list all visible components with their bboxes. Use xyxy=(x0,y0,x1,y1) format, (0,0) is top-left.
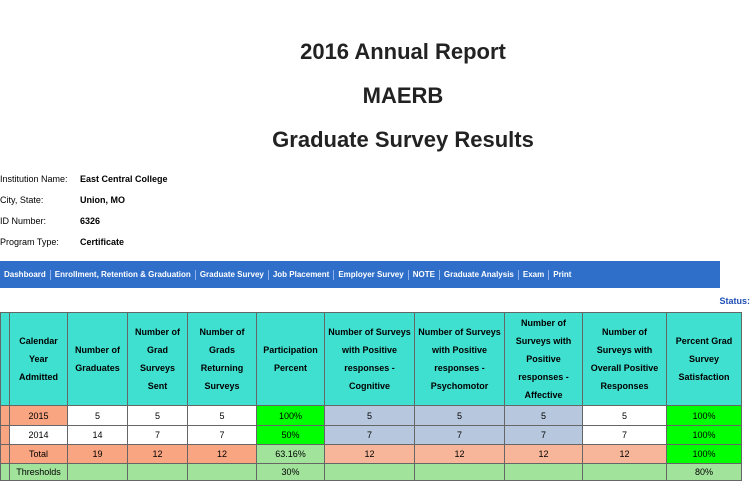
cell-cognitive: 5 xyxy=(325,406,415,426)
cell-psychomotor: 7 xyxy=(415,426,505,445)
cell-cognitive: 7 xyxy=(325,426,415,445)
graduate-survey-table xyxy=(0,312,742,481)
cell-satisfaction: 100% xyxy=(667,426,742,445)
header-positive-cognitive: Number of Surveys with Positive responses - Cognitive xyxy=(325,313,415,406)
cell-returning: 12 xyxy=(188,445,257,464)
cell-overall: 5 xyxy=(583,406,667,426)
cell-affective: 7 xyxy=(505,426,583,445)
header-grad-surveys-sent: Number of Grad Surveys Sent xyxy=(128,313,188,406)
program-type-value: Certificate xyxy=(80,237,125,247)
nav-graduate-analysis[interactable]: Graduate Analysis xyxy=(440,270,519,280)
nav-enrollment-retention-graduation[interactable]: Enrollment, Retention & Graduation xyxy=(51,270,196,280)
header-percent-satisfaction: Percent Grad Survey Satisfaction xyxy=(667,313,742,406)
cell-thresholds-label: Thresholds xyxy=(10,464,68,481)
table-row xyxy=(1,406,742,426)
cell-cognitive: 12 xyxy=(325,445,415,464)
nav-job-placement[interactable]: Job Placement xyxy=(269,270,334,280)
cell-empty xyxy=(128,464,188,481)
cell-empty xyxy=(505,464,583,481)
title-line-1: 2016 Annual Report xyxy=(300,39,506,64)
cell-year: 2014 xyxy=(10,426,68,445)
cell-psychomotor: 5 xyxy=(415,406,505,426)
table-row-total xyxy=(1,445,742,464)
header-positive-affective: Number of Surveys with Positive responses - Affective xyxy=(505,313,583,406)
header-cut-cell xyxy=(1,313,10,406)
nav-exam[interactable]: Exam xyxy=(519,270,549,280)
row-cut-cell xyxy=(1,406,10,426)
cell-empty xyxy=(188,464,257,481)
cell-threshold-satisfaction: 80% xyxy=(667,464,742,481)
title-line-3: Graduate Survey Results xyxy=(272,127,534,152)
cell-overall: 12 xyxy=(583,445,667,464)
header-positive-psychomotor: Number of Surveys with Positive responses - Psychomotor xyxy=(415,313,505,406)
cell-surveys-sent: 12 xyxy=(128,445,188,464)
cell-empty xyxy=(415,464,505,481)
header-overall-positive: Number of Surveys with Overall Positive Responses xyxy=(583,313,667,406)
institution-name-label: Institution Name: xyxy=(0,174,68,184)
cell-empty xyxy=(68,464,128,481)
cell-returning: 5 xyxy=(188,406,257,426)
title-line-2: MAERB xyxy=(362,83,444,108)
cell-affective: 5 xyxy=(505,406,583,426)
program-type-label: Program Type: xyxy=(0,237,59,247)
cell-satisfaction: 100% xyxy=(667,445,742,464)
id-number-value: 6326 xyxy=(80,216,101,226)
cell-empty xyxy=(325,464,415,481)
cell-satisfaction: 100% xyxy=(667,406,742,426)
cell-surveys-sent: 5 xyxy=(128,406,188,426)
city-state-label: City, State: xyxy=(0,195,44,205)
cell-participation: 50% xyxy=(257,426,325,445)
header-grads-returning-surveys: Number of Grads Returning Surveys xyxy=(188,313,257,406)
header-calendar-year: Calendar Year Admitted xyxy=(10,313,68,406)
nav-dashboard[interactable]: Dashboard xyxy=(0,270,51,280)
cell-affective: 12 xyxy=(505,445,583,464)
status-label: Status: xyxy=(719,296,750,306)
cell-overall: 7 xyxy=(583,426,667,445)
row-cut-cell xyxy=(1,445,10,464)
table-row xyxy=(1,426,742,445)
header-number-of-graduates: Number of Graduates xyxy=(68,313,128,406)
cell-graduates: 14 xyxy=(68,426,128,445)
cell-returning: 7 xyxy=(188,426,257,445)
table-header-row xyxy=(1,313,742,406)
institution-name-value: East Central College xyxy=(80,174,168,184)
cell-graduates: 5 xyxy=(68,406,128,426)
cell-participation: 63.16% xyxy=(257,445,325,464)
nav-employer-survey[interactable]: Employer Survey xyxy=(334,270,408,280)
nav-bar xyxy=(0,261,720,288)
header-participation-percent: Participation Percent xyxy=(257,313,325,406)
city-state-value: Union, MO xyxy=(80,195,125,205)
table-row-thresholds xyxy=(1,464,742,481)
nav-graduate-survey[interactable]: Graduate Survey xyxy=(196,270,269,280)
nav-note[interactable]: NOTE xyxy=(409,270,440,280)
nav-print[interactable]: Print xyxy=(553,269,572,279)
cell-surveys-sent: 7 xyxy=(128,426,188,445)
cell-psychomotor: 12 xyxy=(415,445,505,464)
id-number-label: ID Number: xyxy=(0,216,47,226)
row-cut-cell xyxy=(1,426,10,445)
cell-empty xyxy=(583,464,667,481)
cell-threshold-participation: 30% xyxy=(257,464,325,481)
cell-participation: 100% xyxy=(257,406,325,426)
cell-year: Total xyxy=(10,445,68,464)
row-cut-cell xyxy=(1,464,10,481)
cell-year: 2015 xyxy=(10,406,68,426)
cell-graduates: 19 xyxy=(68,445,128,464)
